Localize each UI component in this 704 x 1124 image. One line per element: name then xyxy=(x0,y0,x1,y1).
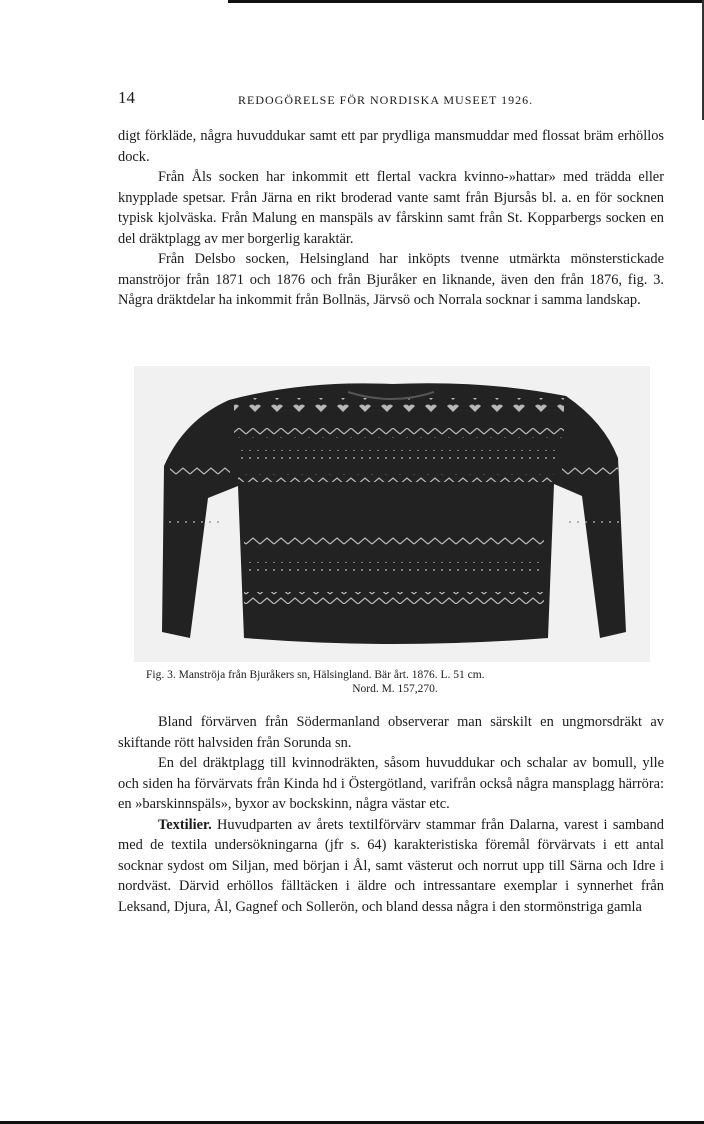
paragraph: Bland förvärven från Södermanland observerar man särskilt en ungmorsdräkt av skiftande rött halvsiden från Sorunda sn. xyxy=(118,714,664,751)
paragraph-text: Huvudparten av årets textilförvärv stammar från Dalarna, varest i samband med de textila undersökningarna (jfr s. 64) karakteristiska föremål förvärvats i ett antal socknar sydost om Siljan, med början i Ål, samt västerut och norrut upp till Särna och Idre i nordväst. Därvid erhöllos fälltäcken i äldre och intressantare exemplar i synnerhet från Leksand, Djura, Ål, Gagnef och Sollerön, och bland dessa några i den stormönstriga gamla xyxy=(118,816,664,915)
section-heading: Textilier. xyxy=(158,816,212,833)
sweater-photo xyxy=(134,366,650,662)
page-number: 14 xyxy=(118,88,135,107)
paragraph: digt förkläde, några huvuddukar samt ett par prydliga mansmuddar med flossat bräm erhöllos dock. xyxy=(118,128,664,165)
paragraph: Från Åls socken har inkommit ett flertal vackra kvinno-»hattar» med trädda eller knypplade spetsar. Från Järna en rikt broderad vante samt från Bjursås bl. a. en för socknen typisk kjolväska. Från Malung en manspäls av fårskinn samt från St. Kopparbergs socken en del dräktplagg av mer borgerlig karaktär. xyxy=(118,169,664,247)
caption-line: Fig. 3. Manströja från Bjuråkers sn, Hälsingland. Bär årt. 1876. L. 51 cm. xyxy=(146,669,485,681)
running-head: REDOGÖRELSE FÖR NORDISKA MUSEET 1926. xyxy=(238,93,534,107)
paragraph: En del dräktplagg till kvinnodräkten, såsom huvuddukar och schalar av bomull, ylle och siden ha förvärvats från Kinda hd i Östergötland, varifrån också några mansplagg härröra: en »barskinnspäls», byxor av bockskinn, några västar etc. xyxy=(118,755,664,812)
figure-caption xyxy=(140,668,650,696)
body-text-bottom xyxy=(118,712,664,917)
paragraph: Från Delsbo socken, Helsingland har inköpts tvenne utmärkta mönsterstickade manströjor från 1871 och 1876 och från Bjuråker en liknande, även den från 1876, fig. 3. Några dräktdelar ha inkommit från Bollnäs, Järvsö och Norrala socknar i samma landskap. xyxy=(118,251,664,308)
page-header xyxy=(118,88,666,110)
caption-line: Nord. M. 157,270. xyxy=(352,683,438,695)
top-border xyxy=(228,0,704,3)
body-text-top xyxy=(118,126,664,311)
paragraph xyxy=(118,815,664,918)
